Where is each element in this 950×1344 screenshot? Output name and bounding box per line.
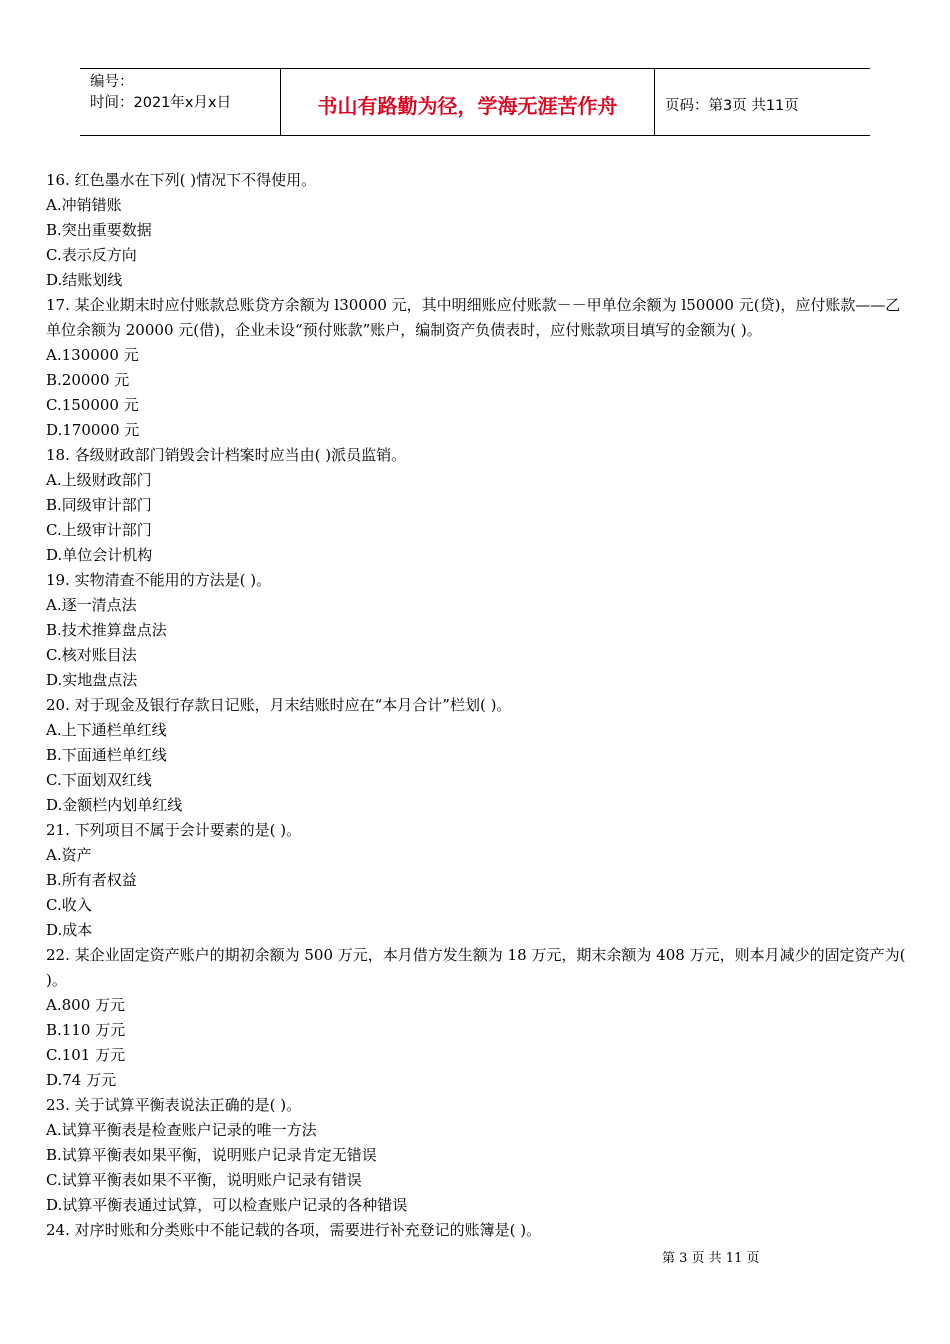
option-19-c: C.核对账目法: [46, 646, 137, 664]
option-21-c: C.收入: [46, 896, 92, 914]
question-19: 19. 实物清查不能用的方法是( )。: [46, 571, 272, 589]
header-left-cell: [80, 69, 281, 135]
option-19-a: A.逐一清点法: [46, 596, 137, 614]
option-19-d: D.实地盘点法: [46, 671, 138, 689]
question-list: [46, 168, 912, 1243]
option-19-b: B.技术推算盘点法: [46, 621, 167, 639]
header-page-info: 页码：第3页 共11页: [665, 97, 799, 114]
option-17-a: A.130000 元: [46, 346, 139, 364]
option-20-b: B.下面通栏单红线: [46, 746, 167, 764]
option-22-b: B.110 万元: [46, 1021, 126, 1039]
option-23-c: C.试算平衡表如果不平衡，说明账户记录有错误: [46, 1171, 362, 1189]
option-18-a: A.上级财政部门: [46, 471, 152, 489]
question-21: 21. 下列项目不属于会计要素的是( )。: [46, 821, 302, 839]
question-22: 22. 某企业固定资产账户的期初余额为 500 万元，本月借方发生额为 18 万元，期末余额为 408 万元，则本月减少的固定资产为( )。: [46, 946, 906, 989]
option-21-a: A.资产: [46, 846, 92, 864]
option-17-d: D.170000 元: [46, 421, 140, 439]
option-16-d: D.结账划线: [46, 271, 123, 289]
option-20-d: D.金额栏内划单红线: [46, 796, 183, 814]
option-20-c: C.下面划双红线: [46, 771, 152, 789]
option-22-d: D.74 万元: [46, 1071, 117, 1089]
option-17-c: C.150000 元: [46, 396, 139, 414]
header-motto: 书山有路勤为径，学海无涯苦作舟: [281, 69, 655, 135]
option-23-b: B.试算平衡表如果平衡，说明账户记录肯定无错误: [46, 1146, 377, 1164]
option-23-d: D.试算平衡表通过试算，可以检查账户记录的各种错误: [46, 1196, 408, 1214]
question-20: 20. 对于现金及银行存款日记账，月末结账时应在“本月合计”栏划( )。: [46, 696, 512, 714]
option-23-a: A.试算平衡表是检查账户记录的唯一方法: [46, 1121, 317, 1139]
question-16: 16. 红色墨水在下列( )情况下不得使用。: [46, 171, 317, 189]
document-time-label: 时间：2021年x月x日: [90, 95, 232, 111]
option-16-a: A.冲销错账: [46, 196, 122, 214]
option-17-b: B.20000 元: [46, 371, 130, 389]
option-18-d: D.单位会计机构: [46, 546, 153, 564]
option-16-b: B.突出重要数据: [46, 221, 152, 239]
header-table: [80, 68, 870, 136]
option-18-b: B.同级审计部门: [46, 496, 152, 514]
document-code-label: 编号：: [90, 74, 134, 90]
option-21-b: B.所有者权益: [46, 871, 137, 889]
option-22-a: A.800 万元: [46, 996, 125, 1014]
question-23: 23. 关于试算平衡表说法正确的是( )。: [46, 1096, 302, 1114]
page-footer: 第 3 页 共 11 页: [662, 1251, 760, 1266]
option-20-a: A.上下通栏单红线: [46, 721, 167, 739]
option-21-d: D.成本: [46, 921, 93, 939]
question-24: 24. 对序时账和分类账中不能记载的各项，需要进行补充登记的账簿是( )。: [46, 1221, 542, 1239]
option-16-c: C.表示反方向: [46, 246, 137, 264]
question-18: 18. 各级财政部门销毁会计档案时应当由( )派员监销。: [46, 446, 407, 464]
question-17: 17. 某企业期末时应付账款总账贷方余额为 l30000 元，其中明细账应付账款－－甲单位余额为 l50000 元(贷)，应付账款——乙单位余额为 20000 元(借)，企业未设“预付账款”账户，编制资产负债表时，应付账款项目填写的金额为( )。: [46, 296, 901, 339]
option-18-c: C.上级审计部门: [46, 521, 152, 539]
option-22-c: C.101 万元: [46, 1046, 126, 1064]
